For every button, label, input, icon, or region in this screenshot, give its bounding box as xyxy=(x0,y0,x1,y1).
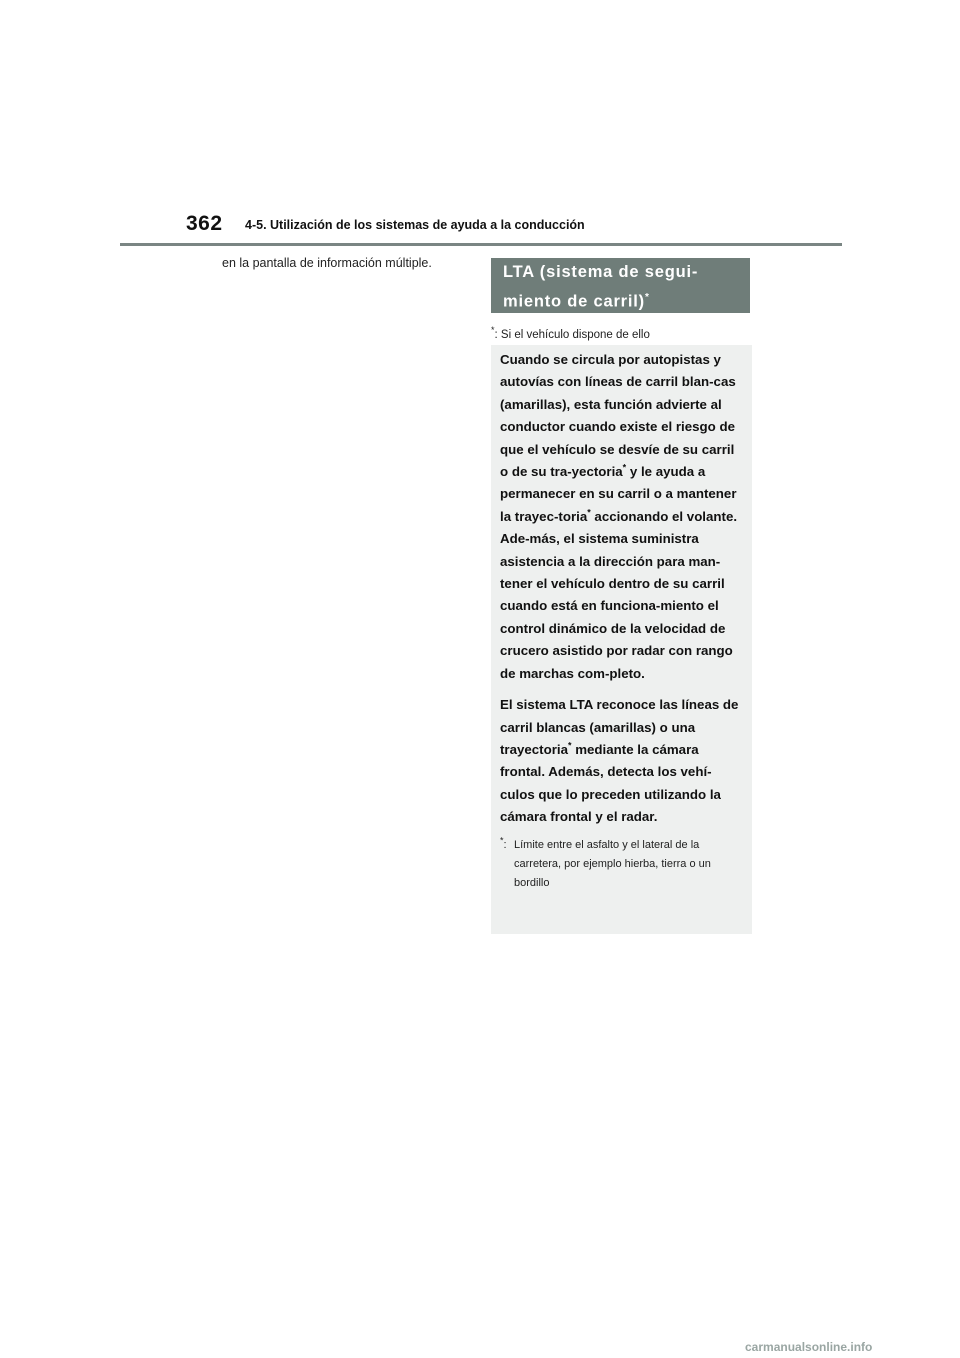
info-p2-part-b: mediante la cámara frontal. Además, detecta los vehí-culos que lo preceden utilizando la cámara frontal y el radar. xyxy=(500,741,721,825)
left-column-text: en la pantalla de información múltiple. xyxy=(222,256,432,270)
info-box xyxy=(491,345,752,934)
info-p1-part-b: y le ayuda a permanecer en su carril o a mantener la trayec-toria xyxy=(500,464,737,524)
footnote-colon: : xyxy=(503,838,507,851)
info-p1-part-a: Cuando se circula por autopistas y autovías con líneas de carril blan-cas (amarillas), esta función advierte al conductor cuando existe el riesgo de que el vehículo se desvíe de su carril o de su tra-yectoria xyxy=(500,352,736,480)
footnote-marker xyxy=(500,836,514,893)
header-rule xyxy=(120,243,842,246)
footnote-asterisk: * xyxy=(500,834,504,845)
availability-asterisk: * xyxy=(491,325,495,335)
page-number: 362 xyxy=(186,212,223,235)
section-title-line-2 xyxy=(503,285,738,315)
trajectory-asterisk-2: * xyxy=(587,507,591,518)
footnote-text: Límite entre el asfalto y el lateral de la carretera, por ejemplo hierba, tierra o un bordillo xyxy=(514,838,711,889)
info-p1-part-c: accionando el volante. Ade-más, el sistema suministra asistencia a la dirección para man-tener el vehículo dentro de su carril cuando está en funciona-miento el control dinámico de la velocidad de crucero asistido por radar con rango de marchas com-pleto. xyxy=(500,508,738,681)
info-paragraph-1 xyxy=(500,349,742,685)
availability-text: : Si el vehículo dispone de ello xyxy=(494,328,650,341)
section-title-asterisk: * xyxy=(644,292,650,303)
section-title xyxy=(491,258,750,313)
availability-note xyxy=(491,325,750,341)
info-paragraph-2 xyxy=(500,694,742,828)
watermark: carmanualsonline.info xyxy=(745,1340,873,1354)
section-title-text: miento de carril) xyxy=(503,292,645,311)
section-title-line-1: LTA (sistema de segui- xyxy=(503,263,699,281)
trajectory-footnote xyxy=(500,836,742,893)
trajectory-asterisk-3: * xyxy=(568,740,572,751)
running-header: 4-5. Utilización de los sistemas de ayuda a la conducción xyxy=(245,218,585,232)
trajectory-asterisk-1: * xyxy=(622,462,627,473)
info-p2-part-a: El sistema LTA reconoce las líneas de carril blancas (amarillas) o una trayectoria xyxy=(500,697,739,757)
